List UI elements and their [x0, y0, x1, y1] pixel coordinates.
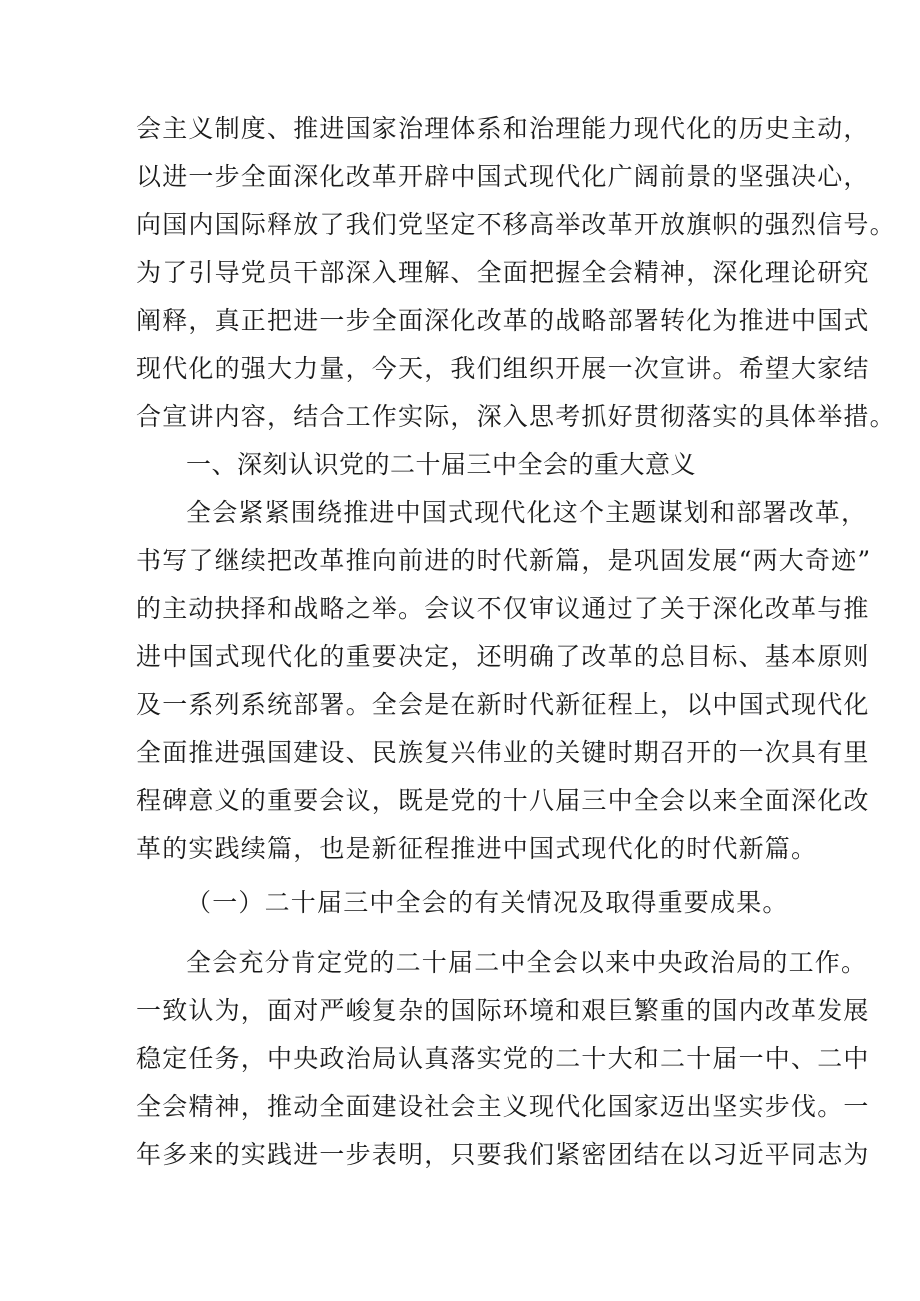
subsection-line: 一致认为，面对严峻复杂的国际环境和艰巨繁重的国内改革发展 — [136, 996, 870, 1025]
section-line: 及一系列系统部署。全会是在新时代新征程上，以中国式现代化 — [136, 690, 870, 719]
section-line: 全会紧紧围绕推进中国式现代化这个主题谋划和部署改革， — [186, 498, 868, 527]
intro-line: 为了引导党员干部深入理解、全面把握全会精神，深化理论研究 — [136, 258, 870, 287]
subsection-line: 全会充分肯定党的二十届二中全会以来中央政治局的工作。 — [186, 948, 868, 977]
subsection-heading: （一）二十届三中全会的有关情况及取得重要成果。 — [186, 888, 789, 917]
subsection-line: 稳定任务，中央政治局认真落实党的二十大和二十届一中、二中 — [136, 1044, 870, 1073]
intro-line: 合宣讲内容，结合工作实际，深入思考抓好贯彻落实的具体举措。 — [136, 402, 896, 431]
intro-line: 阐释，真正把进一步全面深化改革的战略部署转化为推进中国式 — [136, 306, 870, 335]
intro-line: 会主义制度、推进国家治理体系和治理能力现代化的历史主动， — [136, 114, 870, 143]
intro-line: 现代化的强大力量，今天，我们组织开展一次宣讲。希望大家结 — [136, 354, 870, 383]
section-line: 进中国式现代化的重要决定，还明确了改革的总目标、基本原则 — [136, 642, 870, 671]
section-line: 书写了继续把改革推向前进的时代新篇，是巩固发展“两大奇迹” — [136, 546, 872, 575]
intro-line: 以进一步全面深化改革开辟中国式现代化广阔前景的坚强决心， — [136, 162, 870, 191]
section-line: 革的实践续篇，也是新征程推进中国式现代化的时代新篇。 — [136, 834, 818, 863]
section-line: 全面推进强国建设、民族复兴伟业的关键时期召开的一次具有里 — [136, 738, 870, 767]
section-line: 程碑意义的重要会议，既是党的十八届三中全会以来全面深化改 — [136, 786, 870, 815]
subsection-line: 全会精神，推动全面建设社会主义现代化国家迈出坚实步伐。一 — [136, 1092, 870, 1121]
section-line: 的主动抉择和战略之举。会议不仅审议通过了关于深化改革与推 — [136, 594, 870, 623]
section-heading: 一、深刻认识党的二十届三中全会的重大意义 — [186, 450, 697, 479]
subsection-line: 年多来的实践进一步表明，只要我们紧密团结在以习近平同志为 — [136, 1140, 870, 1169]
intro-line: 向国内国际释放了我们党坚定不移高举改革开放旗帜的强烈信号。 — [136, 210, 896, 239]
